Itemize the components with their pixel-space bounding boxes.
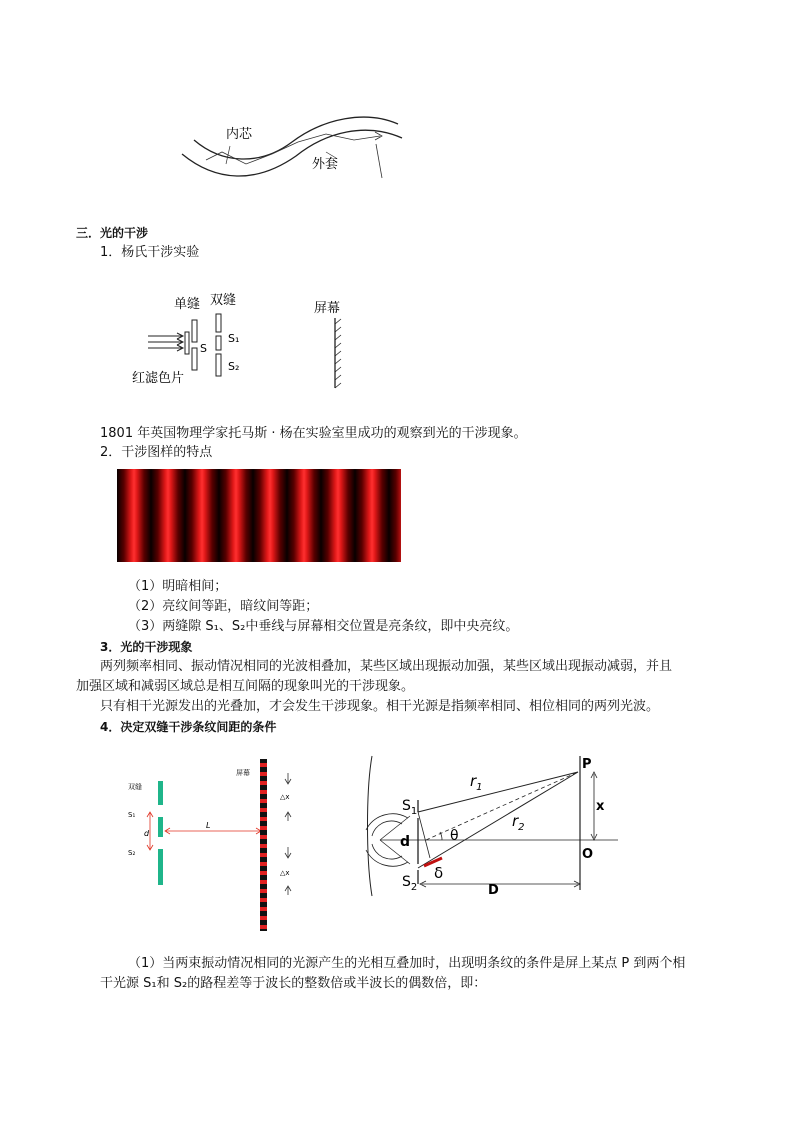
screen-fringe-mark [260, 871, 267, 875]
svg-text:S1 [402, 798, 417, 817]
screen-fringe-mark [260, 817, 267, 821]
delta-label: δ [434, 864, 444, 882]
interference-paragraph-line2: 加强区域和减弱区域总是相互间隔的现象叫光的干涉现象。 [76, 679, 415, 694]
svg-text:r1 [470, 772, 483, 793]
screen-fringe-mark [260, 826, 267, 830]
svg-text:r2 [512, 812, 525, 833]
r2-label: r [512, 812, 519, 830]
screen-fringe-mark [260, 781, 267, 785]
s1-geom-label: S [402, 798, 411, 814]
screen-fringe-mark [260, 790, 267, 794]
subsection-young-experiment: 1．杨氏干涉实验 [100, 245, 200, 260]
optical-fiber-figure [176, 112, 408, 194]
screen-fringe-mark [260, 880, 267, 884]
feature-item: （3）两缝隙 S₁、S₂中垂线与屏幕相交位置是亮条纹，即中央亮纹。 [128, 619, 519, 634]
L-small-label: L [206, 821, 211, 830]
section-heading: 三．光的干涉 [76, 226, 149, 240]
young-history-text: 1801 年英国物理学家托马斯 · 杨在实验室里成功的观察到光的干涉现象。 [100, 426, 527, 441]
screen-fringe-mark [260, 844, 267, 848]
screen-label: 屏幕 [314, 301, 341, 316]
r1-label: r [470, 772, 477, 790]
path-difference-figure [362, 750, 618, 900]
r2-subscript: 2 [518, 822, 525, 833]
screen-fringe-mark [260, 898, 267, 902]
screen-fringe-mark [260, 835, 267, 839]
screen-fringe-mark [260, 763, 267, 767]
screen-fringe-mark [260, 889, 267, 893]
screen-fringe-mark [260, 925, 267, 929]
interference-fringe-pattern [117, 469, 401, 562]
d-geom-label: d [400, 834, 411, 850]
fiber-core-label: 内芯 [226, 127, 253, 142]
screen-fringe-mark [260, 853, 267, 857]
s2-geom-subscript: 2 [410, 882, 418, 893]
s1-label: S₁ [228, 332, 240, 345]
point-p-label: P [582, 757, 592, 772]
screen-fringe-mark [260, 916, 267, 920]
interference-paragraph-line1: 两列频率相同、振动情况相同的光波相叠加，某些区域出现振动加强，某些区域出现振动减弱，并且 [100, 659, 673, 674]
d-small-label: d [144, 829, 150, 838]
s2-small-label: S₂ [128, 849, 136, 857]
s1-small-label: S₁ [128, 811, 136, 819]
screen-fringe-mark [260, 907, 267, 911]
s2-label: S₂ [228, 360, 240, 373]
x-distance-label: x [596, 799, 605, 814]
screen-small-label: 屏幕 [236, 769, 250, 777]
subsection-pattern-features: 2．干涉图样的特点 [100, 445, 213, 460]
double-slit-screen-figure [120, 755, 320, 935]
screen-fringe-mark [260, 862, 267, 866]
delta-x-label: △x [280, 869, 290, 877]
delta-x-label: △x [280, 793, 290, 801]
bright-fringe-condition-line2: 干光源 S₁和 S₂的路程差等于波长的整数倍或半波长的偶数倍，即： [100, 976, 487, 991]
s1-geom-subscript: 1 [410, 806, 418, 817]
fiber-cladding-label: 外套 [312, 157, 339, 172]
point-o-label: O [582, 847, 594, 862]
coherent-source-paragraph: 只有相干光源发出的光叠加，才会发生干涉现象。相干光源是指频率相同、相位相同的两列光波。 [100, 699, 660, 714]
r1-subscript: 1 [476, 782, 483, 793]
screen-fringe-mark [260, 808, 267, 812]
D-geom-label: D [488, 883, 499, 898]
double-slit-small-label: 双缝 [128, 783, 142, 791]
single-slit-label: 单缝 [174, 297, 201, 312]
bright-fringe-condition-line1: （1）当两束振动情况相同的光源产生的光相互叠加时，出现明条纹的条件是屏上某点 P 到两个相 [128, 956, 686, 971]
svg-text:S2 [402, 874, 417, 893]
feature-item: （2）亮纹间等距，暗纹间等距； [128, 599, 319, 614]
subsection-fringe-spacing: 4．决定双缝干涉条纹间距的条件 [100, 720, 277, 734]
source-s-label: S [200, 342, 207, 355]
young-experiment-figure [130, 290, 360, 390]
double-slit-label: 双缝 [210, 293, 237, 308]
red-filter-label: 红滤色片 [132, 371, 185, 386]
s2-geom-label: S [402, 874, 411, 890]
screen-fringe-mark [260, 799, 267, 803]
subsection-interference-phenomenon: 3．光的干涉现象 [100, 640, 193, 654]
screen-fringe-mark [260, 772, 267, 776]
feature-item: （1）明暗相间； [128, 579, 228, 594]
theta-label: θ [450, 828, 459, 844]
